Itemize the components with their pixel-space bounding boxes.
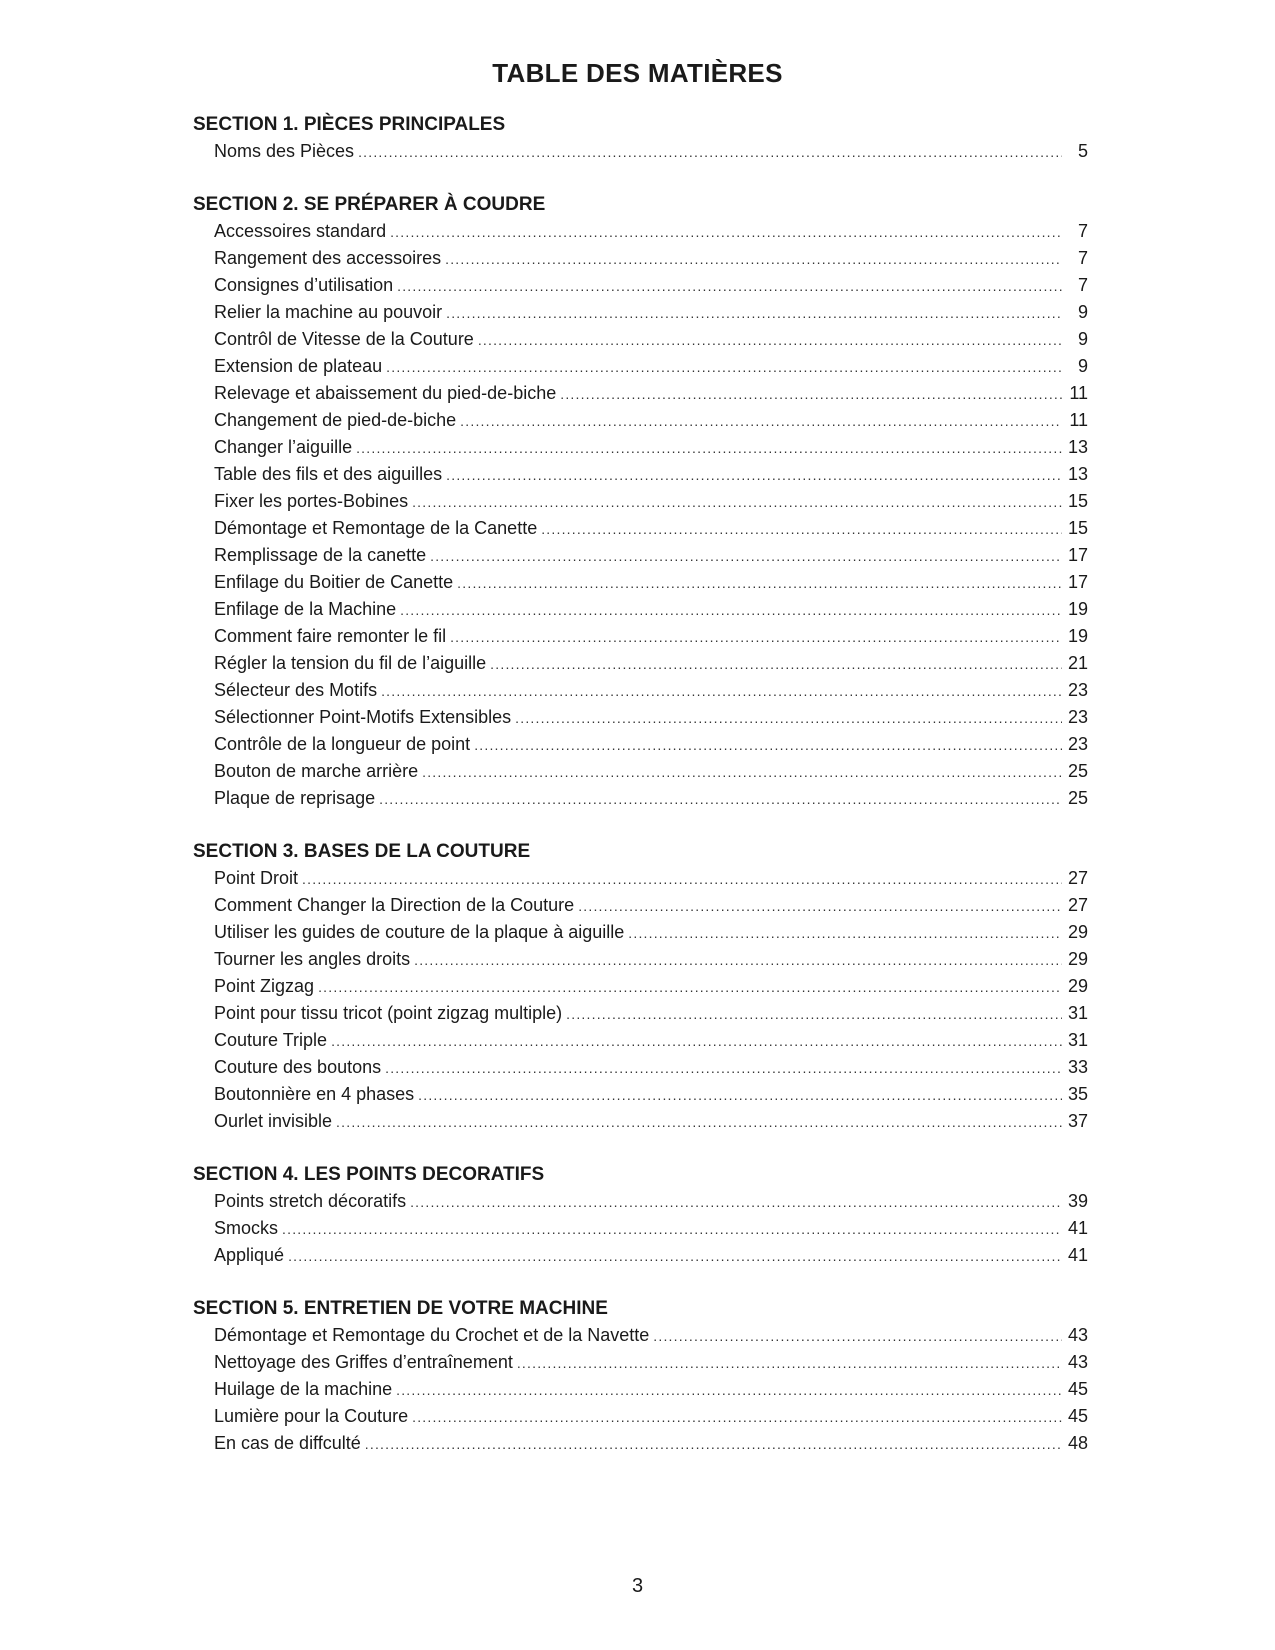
toc-entry-page: 19 xyxy=(1067,599,1088,619)
toc-entry-label: Comment faire remonter le fil xyxy=(214,626,447,646)
dot-leader xyxy=(381,678,1062,705)
toc-entry[interactable] xyxy=(193,946,1088,973)
toc-entry[interactable] xyxy=(193,892,1088,919)
toc-entry-label: Utiliser les guides de couture de la plaque à aiguille xyxy=(214,922,625,942)
toc-entry-label: Sélecteur des Motifs xyxy=(214,680,378,700)
toc-entry[interactable] xyxy=(193,1376,1088,1403)
dot-leader xyxy=(336,1109,1062,1136)
toc-entry-page: 17 xyxy=(1067,572,1088,592)
section-heading: SECTION 5. ENTRETIEN DE VOTRE MACHINE xyxy=(193,1298,608,1319)
dot-leader xyxy=(386,354,1062,381)
dot-leader xyxy=(385,1055,1062,1082)
toc-entry[interactable] xyxy=(193,542,1088,569)
toc-entry-label: Boutonnière en 4 phases xyxy=(214,1084,415,1104)
toc-entry[interactable] xyxy=(193,1000,1088,1027)
toc-entry[interactable] xyxy=(193,1242,1088,1269)
toc-entry-page: 19 xyxy=(1067,626,1088,646)
toc-entry-label: Extension de plateau xyxy=(214,356,383,376)
dot-leader xyxy=(446,300,1062,327)
dot-leader xyxy=(517,1350,1062,1377)
toc-entry[interactable] xyxy=(193,434,1088,461)
dot-leader xyxy=(412,1404,1062,1431)
page-number: 3 xyxy=(631,1575,644,1597)
toc-entry-page: 37 xyxy=(1067,1111,1088,1131)
dot-leader xyxy=(541,516,1062,543)
toc-entry-label: Rangement des accessoires xyxy=(214,248,442,268)
dot-leader xyxy=(414,947,1062,974)
toc-entry[interactable] xyxy=(193,1349,1088,1376)
dot-leader xyxy=(445,246,1062,273)
dot-leader xyxy=(397,273,1062,300)
toc-entry-page: 15 xyxy=(1067,491,1088,511)
toc-entry-label: Relier la machine au pouvoir xyxy=(214,302,443,322)
toc-entry[interactable] xyxy=(193,919,1088,946)
toc-entry-label: Changement de pied-de-biche xyxy=(214,410,457,430)
toc-entry-label: Remplissage de la canette xyxy=(214,545,427,565)
toc-entry-page: 29 xyxy=(1067,922,1088,942)
dot-leader xyxy=(288,1243,1062,1270)
dot-leader xyxy=(478,327,1062,354)
toc-entry[interactable] xyxy=(193,515,1088,542)
toc-section xyxy=(193,112,1088,165)
dot-leader xyxy=(628,920,1062,947)
toc-entry[interactable] xyxy=(193,326,1088,353)
toc-entry[interactable] xyxy=(193,623,1088,650)
dot-leader xyxy=(515,705,1062,732)
toc-entry-page: 31 xyxy=(1067,1030,1088,1050)
toc-entry[interactable] xyxy=(193,407,1088,434)
toc-entry-label: Enfilage du Boitier de Canette xyxy=(214,572,454,592)
dot-leader xyxy=(560,381,1062,408)
dot-leader xyxy=(422,759,1062,786)
toc-entry-label: Bouton de marche arrière xyxy=(214,761,419,781)
toc-entry[interactable] xyxy=(193,1081,1088,1108)
toc-entry-page: 33 xyxy=(1067,1057,1088,1077)
toc-entry[interactable] xyxy=(193,596,1088,623)
dot-leader xyxy=(365,1431,1062,1458)
table-of-contents xyxy=(193,112,1088,1484)
toc-entry-page: 41 xyxy=(1067,1218,1088,1238)
toc-entry-page: 23 xyxy=(1067,734,1088,754)
toc-entry-label: Nettoyage des Griffes d’entraînement xyxy=(214,1352,513,1372)
toc-entry[interactable] xyxy=(193,1403,1088,1430)
toc-entry[interactable] xyxy=(193,865,1088,892)
toc-entry-page: 17 xyxy=(1067,545,1088,565)
toc-entry-page: 7 xyxy=(1077,221,1088,241)
toc-entry-page: 9 xyxy=(1077,329,1088,349)
toc-entry-label: Fixer les portes-Bobines xyxy=(214,491,409,511)
toc-entry-page: 21 xyxy=(1067,653,1088,673)
toc-entry[interactable] xyxy=(193,1054,1088,1081)
toc-entry-page: 13 xyxy=(1067,437,1088,457)
toc-entry[interactable] xyxy=(193,1322,1088,1349)
toc-entry-page: 25 xyxy=(1067,788,1088,808)
dot-leader xyxy=(390,219,1062,246)
toc-entry-label: Contrôl de Vitesse de la Couture xyxy=(214,329,474,349)
toc-entry[interactable] xyxy=(193,785,1088,812)
toc-entry-label: Régler la tension du fil de l’aiguille xyxy=(214,653,487,673)
toc-entry-label: Appliqué xyxy=(214,1245,285,1265)
toc-section xyxy=(193,192,1088,812)
toc-section xyxy=(193,839,1088,1135)
toc-entry-label: Couture Triple xyxy=(214,1030,328,1050)
toc-entry-page: 23 xyxy=(1067,680,1088,700)
dot-leader xyxy=(460,408,1062,435)
dot-leader xyxy=(457,570,1062,597)
toc-entry-label: Points stretch décoratifs xyxy=(214,1191,407,1211)
dot-leader xyxy=(566,1001,1062,1028)
dot-leader xyxy=(302,866,1062,893)
dot-leader xyxy=(653,1323,1062,1350)
toc-entry[interactable] xyxy=(193,569,1088,596)
dot-leader xyxy=(400,597,1062,624)
toc-entry-label: Point Zigzag xyxy=(214,976,315,996)
dot-leader xyxy=(358,139,1062,166)
toc-entry-page: 29 xyxy=(1067,949,1088,969)
toc-entry-page: 29 xyxy=(1067,976,1088,996)
toc-entry[interactable] xyxy=(193,299,1088,326)
section-heading: SECTION 2. SE PRÉPARER À COUDRE xyxy=(193,194,546,215)
dot-leader xyxy=(379,786,1062,813)
toc-entry-label: Démontage et Remontage de la Canette xyxy=(214,518,538,538)
toc-entry-page: 43 xyxy=(1067,1325,1088,1345)
toc-entry[interactable] xyxy=(193,380,1088,407)
toc-entry-page: 45 xyxy=(1067,1406,1088,1426)
toc-entry-label: Smocks xyxy=(214,1218,279,1238)
toc-entry-page: 25 xyxy=(1067,761,1088,781)
toc-entry-page: 9 xyxy=(1077,302,1088,322)
toc-entry[interactable] xyxy=(193,1027,1088,1054)
toc-entry-label: Ourlet invisible xyxy=(214,1111,333,1131)
toc-entry-label: En cas de diffculté xyxy=(214,1433,361,1453)
dot-leader xyxy=(446,462,1062,489)
toc-entry-page: 43 xyxy=(1067,1352,1088,1372)
toc-entry-label: Point Droit xyxy=(214,868,299,888)
toc-entry-label: Relevage et abaissement du pied-de-biche xyxy=(214,383,557,403)
toc-entry-label: Huilage de la machine xyxy=(214,1379,393,1399)
toc-entry-page: 35 xyxy=(1067,1084,1088,1104)
dot-leader xyxy=(282,1216,1062,1243)
toc-entry-label: Sélectionner Point-Motifs Extensibles xyxy=(214,707,512,727)
section-heading: SECTION 3. BASES DE LA COUTURE xyxy=(193,841,531,862)
toc-entry-page: 7 xyxy=(1077,275,1088,295)
toc-entry-page: 27 xyxy=(1067,868,1088,888)
toc-entry[interactable] xyxy=(193,1188,1088,1215)
toc-entry-page: 7 xyxy=(1077,248,1088,268)
toc-section xyxy=(193,1296,1088,1457)
toc-entry-label: Enfilage de la Machine xyxy=(214,599,397,619)
dot-leader xyxy=(474,732,1062,759)
dot-leader xyxy=(396,1377,1062,1404)
toc-entry-label: Consignes d’utilisation xyxy=(214,275,394,295)
toc-entry[interactable] xyxy=(193,272,1088,299)
toc-entry-label: Noms des Pièces xyxy=(214,141,355,161)
toc-entry-page: 9 xyxy=(1077,356,1088,376)
dot-leader xyxy=(490,651,1062,678)
dot-leader xyxy=(331,1028,1062,1055)
toc-section xyxy=(193,1162,1088,1269)
toc-entry[interactable] xyxy=(193,1430,1088,1457)
dot-leader xyxy=(410,1189,1062,1216)
toc-entry-label: Démontage et Remontage du Crochet et de la Navette xyxy=(214,1325,650,1345)
toc-entry-label: Comment Changer la Direction de la Couture xyxy=(214,895,575,915)
toc-entry-page: 5 xyxy=(1077,141,1088,161)
toc-entry-page: 27 xyxy=(1067,895,1088,915)
toc-entry-page: 11 xyxy=(1069,410,1088,430)
dot-leader xyxy=(412,489,1062,516)
toc-entry[interactable] xyxy=(193,488,1088,515)
toc-entry[interactable] xyxy=(193,758,1088,785)
toc-entry[interactable] xyxy=(193,245,1088,272)
toc-entry[interactable] xyxy=(193,461,1088,488)
dot-leader xyxy=(356,435,1062,462)
page-title: TABLE DES MATIÈRES xyxy=(492,58,783,88)
toc-entry[interactable] xyxy=(193,973,1088,1000)
toc-entry-label: Tourner les angles droits xyxy=(214,949,411,969)
toc-entry-page: 15 xyxy=(1067,518,1088,538)
toc-entry-page: 45 xyxy=(1067,1379,1088,1399)
toc-entry-label: Contrôle de la longueur de point xyxy=(214,734,471,754)
toc-entry-page: 48 xyxy=(1067,1433,1088,1453)
dot-leader xyxy=(430,543,1062,570)
section-heading: SECTION 4. LES POINTS DECORATIFS xyxy=(193,1164,545,1185)
toc-entry[interactable] xyxy=(193,138,1088,165)
toc-entry-label: Table des fils et des aiguilles xyxy=(214,464,443,484)
toc-entry-label: Point pour tissu tricot (point zigzag multiple) xyxy=(214,1003,563,1023)
toc-entry[interactable] xyxy=(193,1215,1088,1242)
toc-entry[interactable] xyxy=(193,731,1088,758)
dot-leader xyxy=(318,974,1062,1001)
toc-entry-label: Plaque de reprisage xyxy=(214,788,376,808)
dot-leader xyxy=(418,1082,1062,1109)
toc-entry-label: Accessoires standard xyxy=(214,221,387,241)
toc-entry[interactable] xyxy=(193,704,1088,731)
toc-entry-page: 41 xyxy=(1067,1245,1088,1265)
toc-entry[interactable] xyxy=(193,650,1088,677)
toc-entry-page: 13 xyxy=(1067,464,1088,484)
toc-entry-label: Lumière pour la Couture xyxy=(214,1406,409,1426)
section-heading: SECTION 1. PIÈCES PRINCIPALES xyxy=(193,114,506,135)
toc-entry-page: 23 xyxy=(1067,707,1088,727)
dot-leader xyxy=(450,624,1062,651)
toc-entry[interactable] xyxy=(193,1108,1088,1135)
toc-entry-label: Couture des boutons xyxy=(214,1057,382,1077)
toc-entry-label: Changer l’aiguille xyxy=(214,437,353,457)
dot-leader xyxy=(578,893,1062,920)
toc-entry[interactable] xyxy=(193,353,1088,380)
toc-entry[interactable] xyxy=(193,218,1088,245)
toc-entry-page: 11 xyxy=(1069,383,1088,403)
toc-entry[interactable] xyxy=(193,677,1088,704)
toc-entry-page: 31 xyxy=(1067,1003,1088,1023)
toc-entry-page: 39 xyxy=(1067,1191,1088,1211)
